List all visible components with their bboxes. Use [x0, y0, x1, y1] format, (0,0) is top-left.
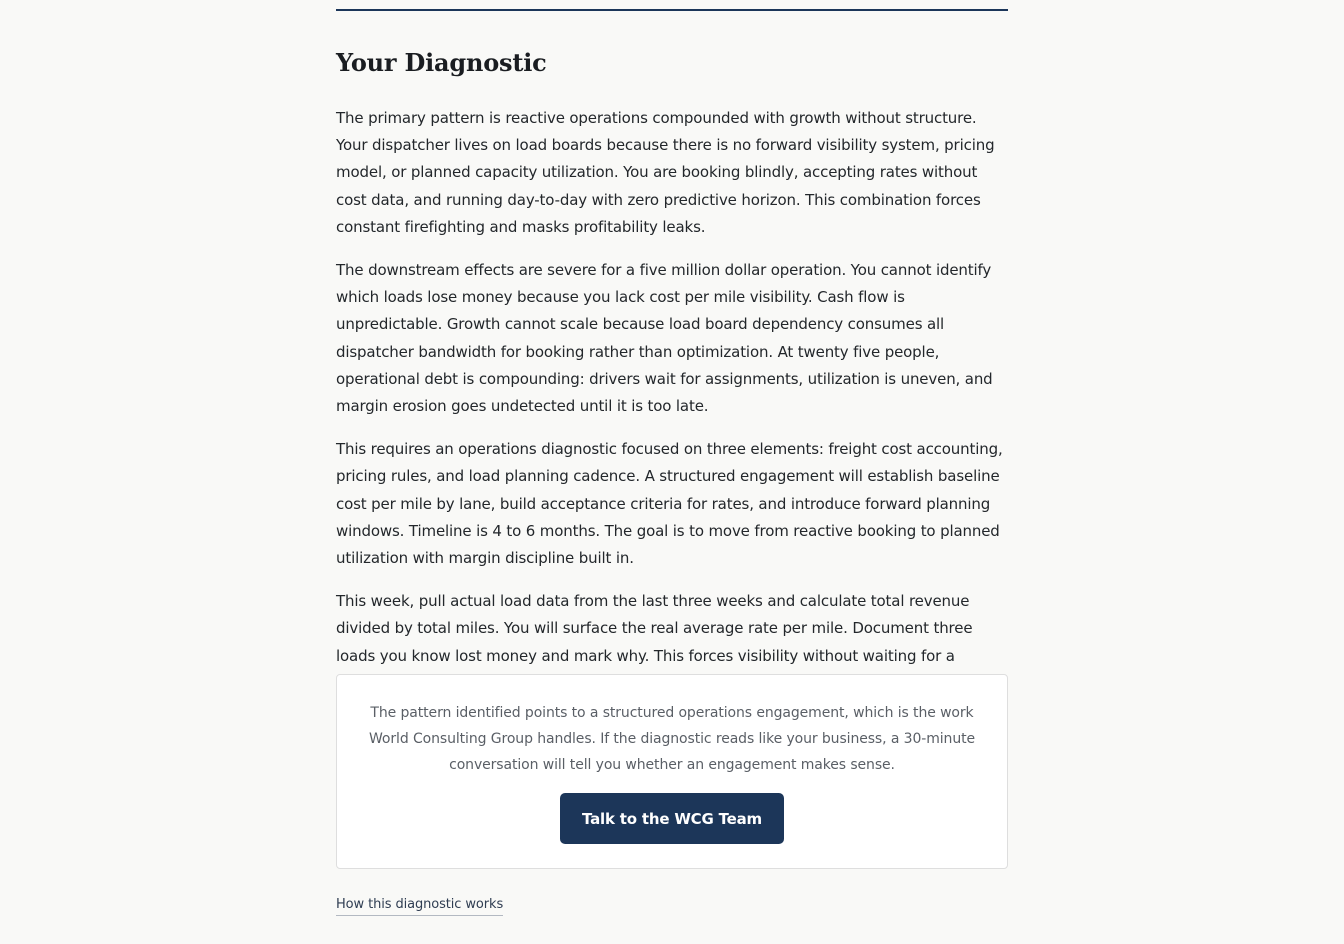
cta-description: The pattern identified points to a structured operations engagement, which is the work World Consulting Group handles. If the diagnostic reads like your business, a 30-minute conversation will tell you whether an engagement makes sense.	[369, 705, 975, 773]
cta-card	[336, 674, 1008, 869]
talk-to-team-button[interactable]: Talk to the WCG Team	[560, 793, 784, 844]
diagnostic-paragraph-2: The downstream effects are severe for a five million dollar operation. You cannot identify which loads lose money because you lack cost per mile visibility. Cash flow is unpredictable. Growth cannot scale because load board dependency consumes all dispatcher bandwidth for booking rather than optimization. At twenty five people, operational debt is compounding: drivers wait for assignments, utilization is uneven, and margin erosion goes undetected until it is too late.	[336, 261, 993, 416]
top-divider	[336, 9, 1008, 11]
diagnostic-paragraph-1: The primary pattern is reactive operations compounded with growth without structure. Your dispatcher lives on load boards because there is no forward visibility system, pricing model, or planned capacity utilization. You are booking blindly, accepting rates without cost data, and running day-to-day with zero predictive horizon. This combination forces constant firefighting and masks profitability leaks.	[336, 109, 995, 236]
page-title: Your Diagnostic	[336, 48, 547, 77]
diagnostic-paragraph-3: This requires an operations diagnostic focused on three elements: freight cost accounting, pricing rules, and load planning cadence. A structured engagement will establish baseline cost per mile by lane, build acceptance criteria for rates, and introduce forward planning windows. Timeline is 4 to 6 months. The goal is to move from reactive booking to planned utilization with margin discipline built in.	[336, 440, 1003, 568]
diagnostic-body	[336, 105, 1008, 713]
diagnostic-paragraph-4: This week, pull actual load data from the last three weeks and calculate total revenue divided by total miles. You will surface the real average rate per mile. Document three loads you know lost money and mark why. This forces visibility without waiting for a	[336, 592, 973, 665]
how-diagnostic-works-link[interactable]: How this diagnostic works	[336, 896, 503, 916]
